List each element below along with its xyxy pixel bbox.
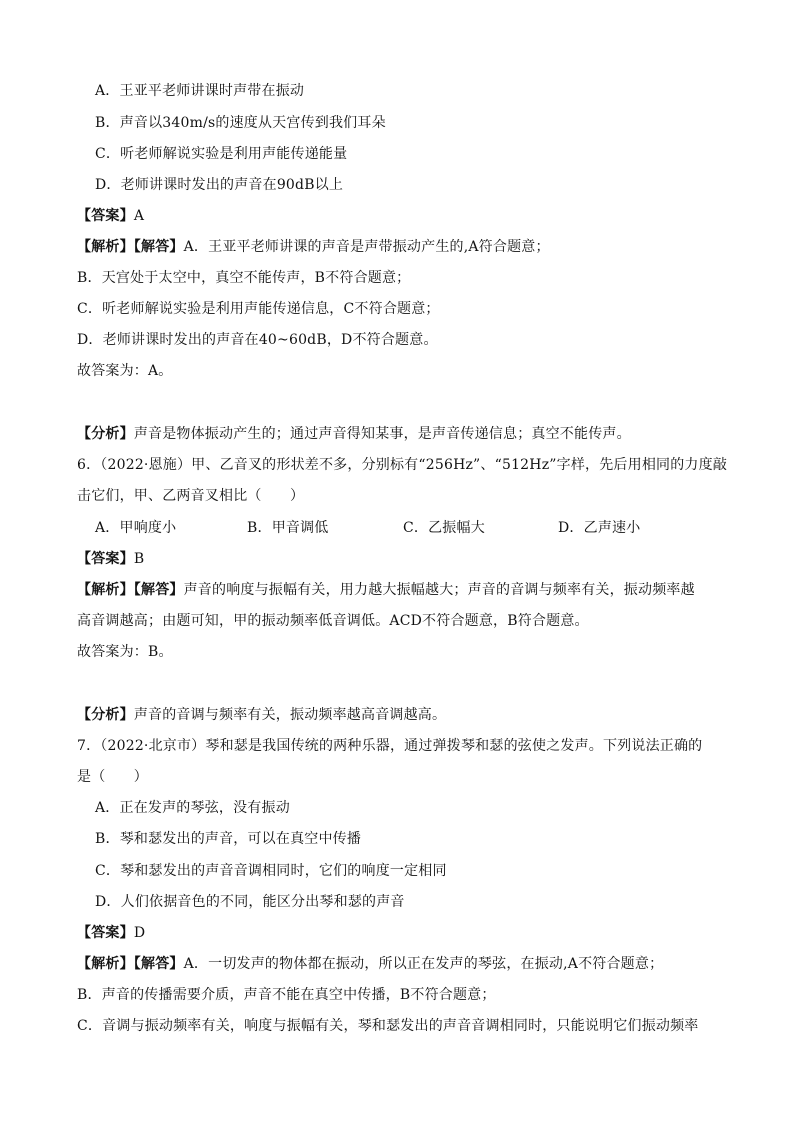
q6-fenxi	[77, 705, 446, 725]
q6-analysis-line	[77, 580, 695, 600]
q7-analysis-line: B．声音的传播需要介质，声音不能在真空中传播，B不符合题意；	[77, 987, 496, 1003]
fenxi-label: 【分析】	[77, 426, 134, 442]
answer-value: D	[133, 925, 146, 941]
q6-conclusion: 故答案为：B。	[77, 644, 173, 660]
q5-analysis-line: C．听老师解说实验是利用声能传递信息，C不符合题意；	[77, 301, 440, 317]
q5-answer	[77, 206, 144, 226]
q5-analysis-line: B．天宫处于太空中，真空不能传声，B不符合题意；	[77, 270, 411, 286]
q6-stem-line: 6．（2022·恩施）甲、乙音叉的形状差不多，分别标有“256Hz”、“512Hz”字样，先后用相同的力度敲	[77, 457, 728, 473]
q6-option-a: A．甲响度小	[95, 520, 177, 536]
q6-analysis-line: 高音调越高；由题可知，甲的振动频率低音调低。ACD不符合题意，B符合题意。	[77, 613, 589, 629]
q5-analysis-line	[77, 237, 550, 257]
answer-value: B	[133, 551, 145, 567]
q7-option-a: A．正在发声的琴弦，没有振动	[95, 800, 290, 816]
analysis-label: 【解析】【解答】	[77, 582, 184, 598]
fenxi-text: 声音是物体振动产生的；通过声音得知某事，是声音传递信息；真空不能传声。	[133, 426, 631, 442]
q6-stem-line: 击它们，甲、乙两音叉相比（ ）	[77, 488, 305, 504]
q7-analysis-line: C．音调与振动频率有关，响度与振幅有关，琴和瑟发出的声音音调相同时，只能说明它们振动频率	[77, 1018, 699, 1034]
q5-conclusion: 故答案为：A。	[77, 363, 173, 379]
q5-fenxi	[77, 424, 631, 444]
q7-stem-line: 是（ ）	[77, 769, 148, 785]
q6-option-b: B．甲音调低	[247, 520, 329, 536]
q7-stem-line: 7．（2022·北京市）琴和瑟是我国传统的两种乐器，通过弹拨琴和瑟的弦使之发声。下列说法正确的	[77, 738, 703, 754]
q7-option-b: B．琴和瑟发出的声音，可以在真空中传播	[95, 831, 362, 847]
q6-answer	[77, 549, 144, 569]
q5-option-d: D．老师讲课时发出的声音在90dB以上	[95, 177, 344, 193]
q7-answer	[77, 923, 145, 943]
analysis-label: 【解析】【解答】	[77, 956, 184, 972]
answer-label: 【答案】	[77, 925, 134, 941]
q5-option-a: A．王亚平老师讲课时声带在振动	[95, 83, 305, 99]
q7-option-d: D．人们依据音色的不同，能区分出琴和瑟的声音	[95, 894, 405, 910]
q7-analysis-line	[77, 954, 663, 974]
q5-option-b: B．声音以340m/s的速度从天宫传到我们耳朵	[95, 115, 386, 131]
q5-analysis-line: D．老师讲课时发出的声音在40~60dB，D不符合题意。	[77, 332, 438, 348]
q6-option-d: D．乙声速小	[558, 520, 641, 536]
fenxi-label: 【分析】	[77, 707, 134, 723]
analysis-label: 【解析】【解答】	[77, 239, 184, 255]
analysis-text: A．王亚平老师讲课的声音是声带振动产生的,A符合题意；	[183, 239, 550, 255]
answer-label: 【答案】	[77, 551, 134, 567]
q7-option-c: C．琴和瑟发出的声音音调相同时，它们的响度一定相同	[95, 863, 447, 879]
q5-option-c: C．听老师解说实验是利用声能传递能量	[95, 146, 348, 162]
fenxi-text: 声音的音调与频率有关，振动频率越高音调越高。	[133, 707, 447, 723]
answer-label: 【答案】	[77, 208, 134, 224]
answer-value: A	[133, 208, 145, 224]
q6-option-c: C．乙振幅大	[403, 520, 485, 536]
analysis-text: A．一切发声的物体都在振动，所以正在发声的琴弦，在振动,A不符合题意；	[183, 956, 664, 972]
analysis-text: 声音的响度与振幅有关，用力越大振幅越大；声音的音调与频率有关，振动频率越	[183, 582, 695, 598]
q6-options-row	[0, 518, 794, 538]
